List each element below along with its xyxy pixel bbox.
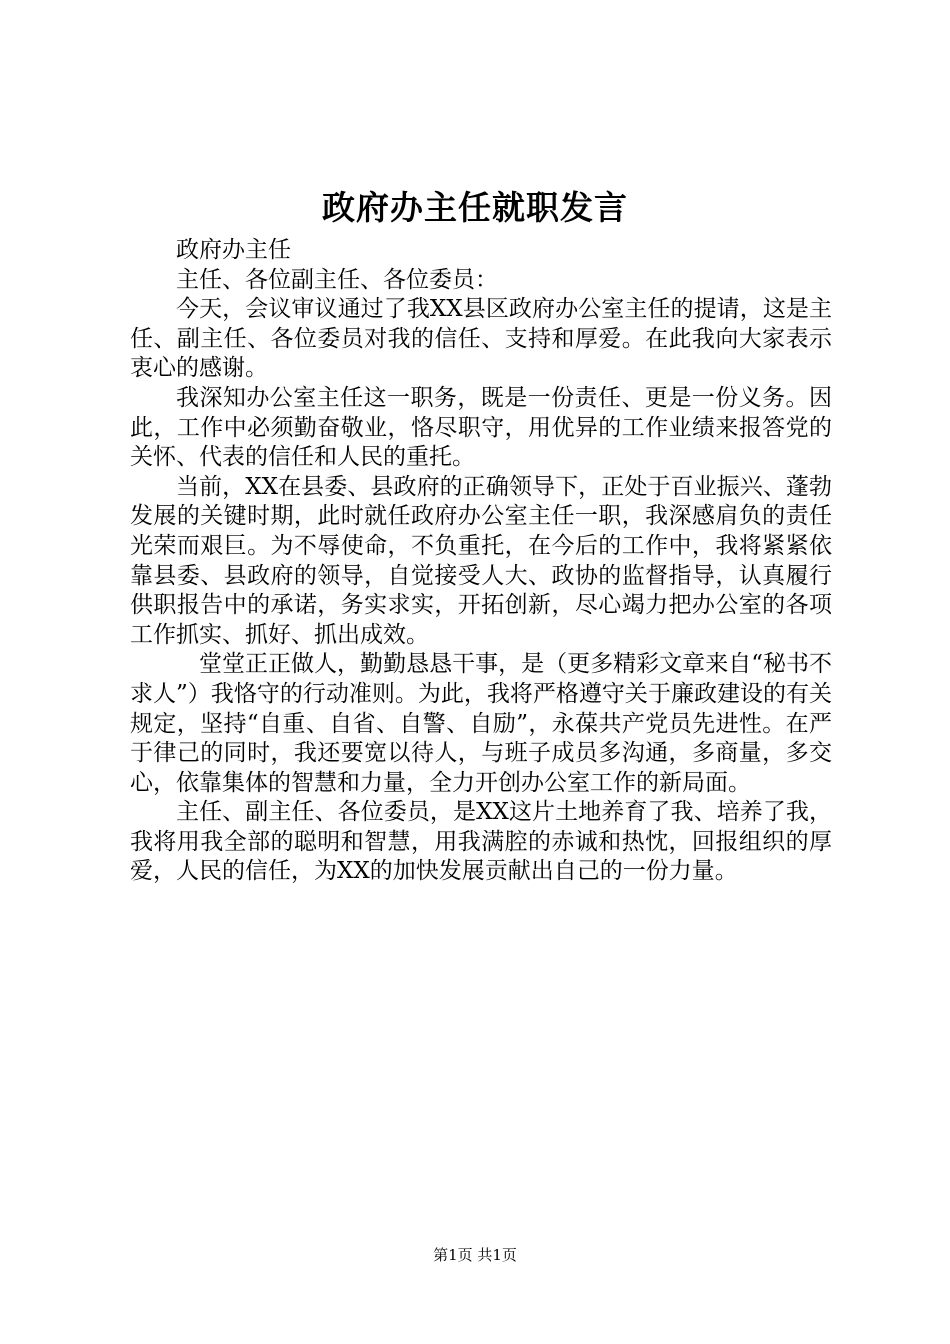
paragraph-heading-label: 政府办主任 bbox=[176, 237, 291, 263]
page-number-footer: 第1页 共1页 bbox=[433, 1246, 517, 1264]
paragraph-duty: 我深知办公室主任这一职务，既是一份责任、更是一份义务。因此，工作中必须勤奋敬业，恪尽职守，用优异的工作业绩来报答党的关怀、代表的信任和人民的重托。 bbox=[130, 384, 832, 471]
document-body bbox=[130, 236, 832, 887]
paragraph-salutation: 主任、各位副主任、各位委员： bbox=[176, 266, 498, 293]
document-title: 政府办主任就职发言 bbox=[322, 188, 628, 227]
paragraph-closing: 主任、副主任、各位委员，是XX这片土地养育了我、培养了我，我将用我全部的聪明和智慧，用我满腔的赤诚和热忱，回报组织的厚爱，人民的信任，为XX的加快发展贡献出自己的一份力量。 bbox=[130, 799, 832, 885]
paragraph-thanks: 今天，会议审议通过了我XX县区政府办公室主任的提请，这是主任、副主任、各位委员对我的信任、支持和厚爱。在此我向大家表示衷心的感谢。 bbox=[130, 296, 832, 382]
paragraph-integrity: 堂堂正正做人，勤勤恳恳干事，是（更多精彩文章来自“秘书不求人”）我恪守的行动准则。为此，我将严格遵守关于廉政建设的有关规定，坚持“自重、自省、自警、自励”，永葆共产党员先进性。在严于律己的同时，我还要宽以待人，与班子成员多沟通，多商量，多交心，依靠集体的智慧和力量，全力开创办公室工作的新局面。 bbox=[130, 651, 832, 796]
paragraph-current-situation: 当前，XX在县委、县政府的正确领导下，正处于百业振兴、蓬勃发展的关键时期，此时就任政府办公室主任一职，我深感肩负的责任光荣而艰巨。为不辱使命，不负重托，在今后的工作中，我将紧紧依靠县委、县政府的领导，自觉接受人大、政协的监督指导，认真履行供职报告中的承诺，务实求实，开拓创新，尽心竭力把办公室的各项工作抓实、抓好、抓出成效。 bbox=[130, 473, 832, 648]
